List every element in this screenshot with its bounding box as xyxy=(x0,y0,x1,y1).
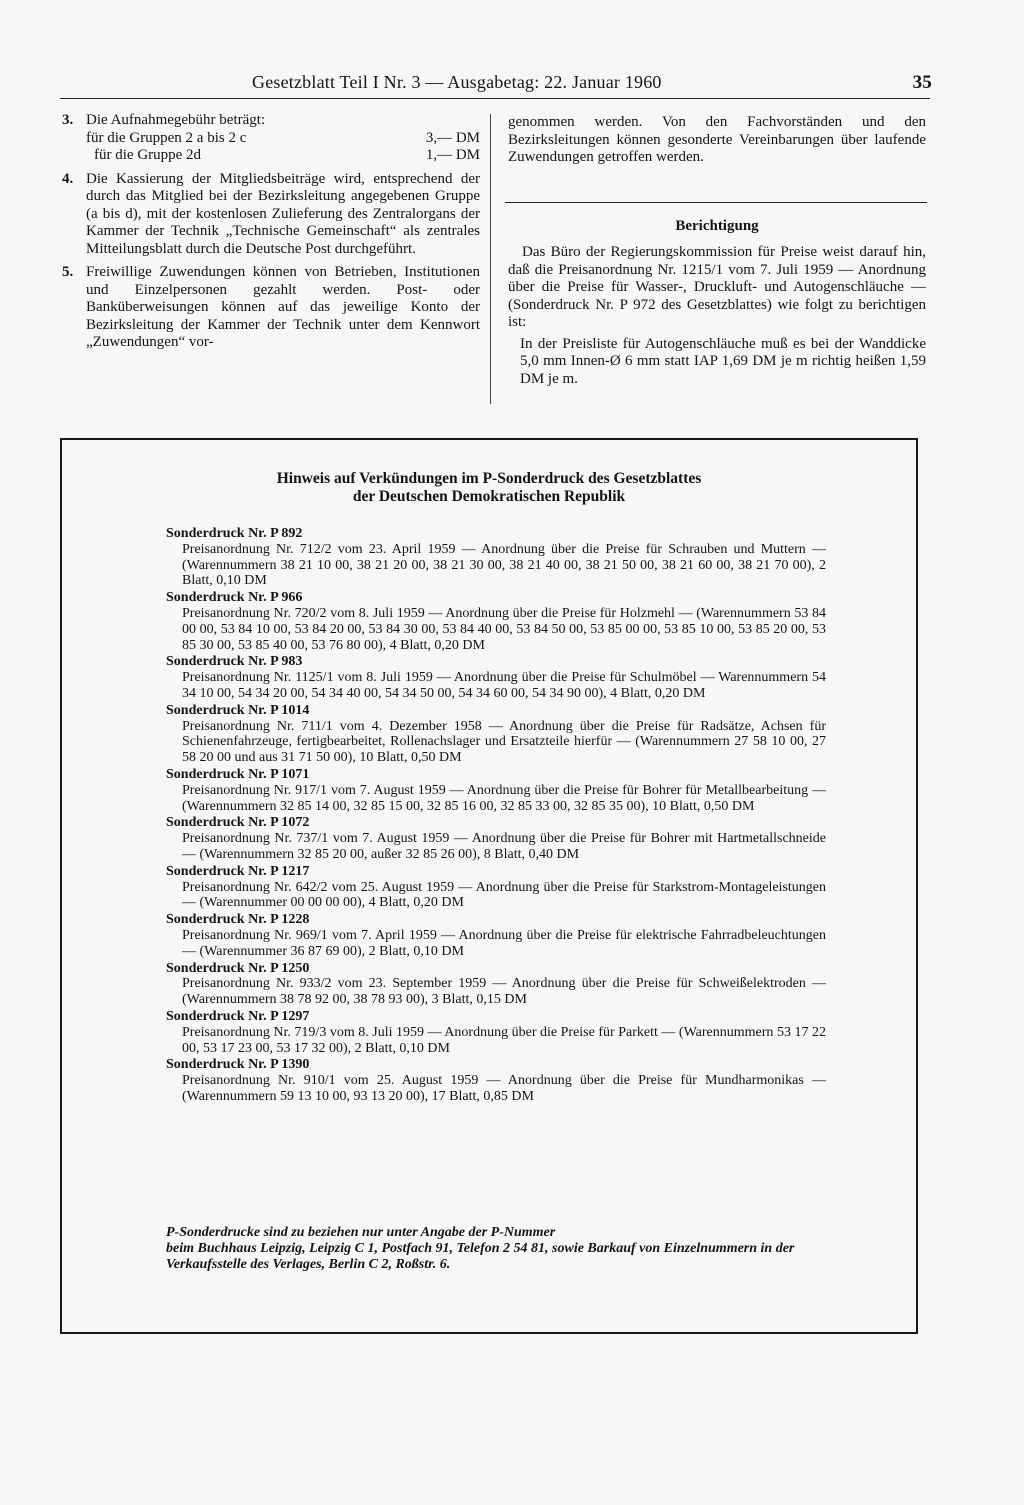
list-item xyxy=(166,767,826,814)
column-divider xyxy=(490,114,491,404)
item-text: Die Kassierung der Mitgliedsbeiträge wird, entsprechend der durch das Mitglied bei der Bezirksleitung angegebenen Gruppe (a bis d), mit der kostenlosen Zulieferung des Zentralorgans der Kammer der Technik „Technische Gemeinschaft“ als zentrales Mitteilungsblatt durch die Deutsche Post durchgeführt. xyxy=(86,170,480,257)
notice-title-line-1: Hinweis auf Verkündungen im P-Sonderdruck des Gesetzblattes xyxy=(276,470,702,487)
list-item xyxy=(166,1057,826,1104)
fee-value: 3,— DM xyxy=(425,129,480,146)
entry-head: Sonderdruck Nr. P 1014 xyxy=(166,702,310,718)
list-item xyxy=(166,815,826,862)
list-item-4 xyxy=(62,171,480,259)
entry-head: Sonderdruck Nr. P 1297 xyxy=(166,1008,310,1024)
notice-title xyxy=(62,470,916,506)
section-rule xyxy=(505,202,927,203)
entry-head: Sonderdruck Nr. P 1072 xyxy=(166,815,310,831)
notice-box xyxy=(60,438,918,1334)
entry-body: Preisanordnung Nr. 720/2 vom 8. Juli 1959 — Anordnung über die Preise für Holzmehl — (Warennummern 53 84 00 00, 53 84 10 00, 53 84 20 00, 53 84 30 00, 53 84 40 00, 53 84 50 00, 53 85 00 00, 53 85 10 00, 53 85 20 00, 53 85 30 00, 53 85 40 00, 53 76 80 00), 4 Blatt, 0,20 DM xyxy=(182,605,826,653)
fee-row xyxy=(86,130,480,148)
berichtigung-paragraph-2: In der Preisliste für Autogenschläuche muß es bei der Wanddicke 5,0 mm Innen-Ø 6 mm statt IAP 1,69 DM je m richtig heißen 1,59 DM je m. xyxy=(520,335,926,387)
entry-head: Sonderdruck Nr. P 1390 xyxy=(166,1057,310,1073)
berichtigung-paragraph-1: Das Büro der Regierungskommission für Preise weist darauf hin, daß die Preisanordnung Nr. 1215/1 vom 7. Juli 1959 — Anordnung über die Preise für Wasser-, Druckluft- und Autogenschläuche — (Sonderdruck Nr. P 972 des Gesetzblattes) wie folgt zu berichtigen ist: xyxy=(508,244,926,330)
entry-head: Sonderdruck Nr. P 983 xyxy=(166,654,303,670)
running-title: Gesetzblatt Teil I Nr. 3 — Ausgabetag: 22. Januar 1960 xyxy=(252,72,662,92)
ordering-note-line-2: beim Buchhaus Leipzig, Leipzig C 1, Postfach 91, Telefon 2 54 81, sowie Barkauf von Einzelnummern in der Verkaufsstelle des Verlages, Berlin C 2, Roßstr. 6. xyxy=(166,1241,795,1272)
entry-body: Preisanordnung Nr. 737/1 vom 7. August 1959 — Anordnung über die Preise für Bohrer mit Hartmetallschneide — (Warennummern 32 85 20 00, außer 32 85 26 00), 8 Blatt, 0,40 DM xyxy=(182,831,826,862)
header-rule xyxy=(60,98,930,99)
list-item-5 xyxy=(62,264,480,352)
page-number: 35 xyxy=(912,72,932,93)
entry-body: Preisanordnung Nr. 933/2 vom 23. September 1959 — Anordnung über die Preise für Schweißelektroden — (Warennummern 38 78 92 00, 38 78 93 00), 3 Blatt, 0,15 DM xyxy=(182,976,826,1008)
ordering-note-line-1: P-Sonderdrucke sind zu beziehen nur unter Angabe der P-Nummer xyxy=(166,1225,556,1240)
entry-body: Preisanordnung Nr. 711/1 vom 4. Dezember 1958 — Anordnung über die Preise für Radsätze, Achsen für Schienenfahrzeuge, fertigbearbeitet, Rollenachslager und Ersatzteile hierfür — (Warennummern 27 58 10 00, 27 58 20 00 und aus 31 71 50 00), 10 Blatt, 0,50 DM xyxy=(182,718,826,766)
entry-body: Preisanordnung Nr. 910/1 vom 25. August 1959 — Anordnung über die Preise für Mundharmonikas — (Warennummern 59 13 10 00, 93 13 20 00), 17 Blatt, 0,85 DM xyxy=(182,1073,826,1104)
ordering-note xyxy=(166,1225,826,1273)
berichtigung-heading: Berichtigung xyxy=(675,218,759,234)
notice-title-line-2: der Deutschen Demokratischen Republik xyxy=(352,488,626,505)
entry-head: Sonderdruck Nr. P 892 xyxy=(166,526,303,541)
fee-row xyxy=(86,147,480,165)
list-item xyxy=(166,864,826,911)
entry-body: Preisanordnung Nr. 712/2 vom 23. April 1959 — Anordnung über die Preise für Schrauben und Muttern — (Warennummern 38 21 10 00, 38 21 20 00, 38 21 30 00, 38 21 40 00, 38 21 50 00, 38 21 60 00, 38 21 70 00), 2 Blatt, 0,10 DM xyxy=(182,541,826,589)
right-column-continuation: genommen werden. Von den Fachvorständen und den Bezirksleitungen können gesonderte Vereinbarungen über laufende Zuwendungen getroffen werden. xyxy=(508,114,926,165)
list-item xyxy=(166,654,826,701)
list-item xyxy=(166,526,826,589)
item-number: 5. xyxy=(62,264,74,280)
entry-body: Preisanordnung Nr. 917/1 vom 7. August 1959 — Anordnung über die Preise für Bohrer für Metallbearbeitung — (Warennummern 32 85 14 00, 32 85 15 00, 32 85 16 00, 32 85 33 00, 32 85 35 00), 10 Blatt, 0,50 DM xyxy=(182,782,826,814)
left-column xyxy=(62,112,480,358)
entry-body: Preisanordnung Nr. 642/2 vom 25. August 1959 — Anordnung über die Preise für Starkstrom-Montageleistungen — (Warennummer 00 00 00 00), 4 Blatt, 0,20 DM xyxy=(182,879,826,911)
entry-head: Sonderdruck Nr. P 966 xyxy=(166,590,303,606)
item-number: 4. xyxy=(62,170,74,187)
sonderdruck-list xyxy=(166,526,826,1106)
page-header xyxy=(252,72,932,93)
berichtigung-text xyxy=(508,244,926,392)
entry-head: Sonderdruck Nr. P 1228 xyxy=(166,912,310,928)
list-item-3 xyxy=(62,112,480,165)
entry-body: Preisanordnung Nr. 1125/1 vom 8. Juli 1959 — Anordnung über die Preise für Schulmöbel — Warennummern 54 34 10 00, 54 34 20 00, 54 34 40 00, 54 34 50 00, 54 34 60 00, 54 34 90 00), 4 Blatt, 0,20 DM xyxy=(182,670,826,701)
entry-body: Preisanordnung Nr. 969/1 vom 7. April 1959 — Anordnung über die Preise für elektrische Fahrradbeleuchtungen — (Warennummer 36 87 69 00), 2 Blatt, 0,10 DM xyxy=(182,927,826,959)
entry-head: Sonderdruck Nr. P 1071 xyxy=(166,766,310,782)
fee-label: für die Gruppen 2 a bis 2 c xyxy=(86,129,247,146)
list-item xyxy=(166,590,826,653)
list-item xyxy=(166,961,826,1008)
list-item xyxy=(166,912,826,959)
list-item xyxy=(166,1009,826,1056)
item-number: 3. xyxy=(62,112,74,128)
entry-body: Preisanordnung Nr. 719/3 vom 8. Juli 1959 — Anordnung über die Preise für Parkett — (Warennummern 53 17 22 00, 53 17 23 00, 53 17 32 00), 2 Blatt, 0,10 DM xyxy=(182,1024,826,1056)
entry-head: Sonderdruck Nr. P 1250 xyxy=(166,960,310,976)
list-item xyxy=(166,703,826,766)
fee-label: für die Gruppe 2d xyxy=(94,147,202,163)
item-intro: Die Aufnahmegebühr beträgt: xyxy=(86,112,266,128)
entry-head: Sonderdruck Nr. P 1217 xyxy=(166,863,310,879)
item-text: Freiwillige Zuwendungen können von Betrieben, Institutionen und Einzelpersonen gezahlt werden. Post- oder Banküberweisungen können auf das jeweilige Konto der Bezirksleitung der Kammer der Technik unter dem Kennwort „Zuwendungen“ vor- xyxy=(86,264,480,350)
fee-value: 1,— DM xyxy=(425,147,480,163)
